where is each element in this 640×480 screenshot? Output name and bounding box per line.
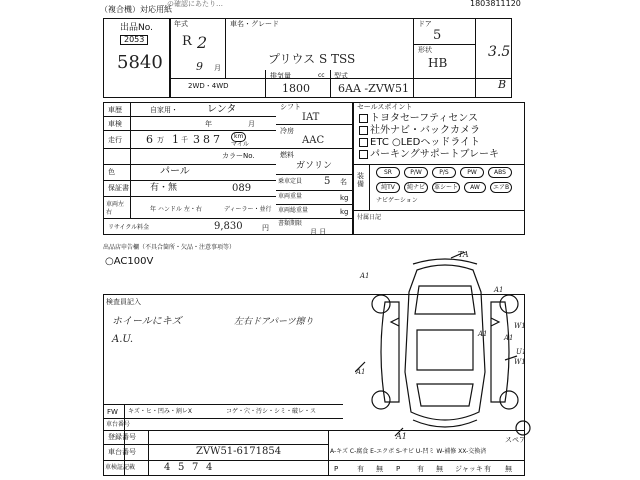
fw-items-2: コゲ・穴・汚シ・シミ・破レ・ス (226, 408, 317, 415)
color-value: パール (160, 166, 190, 177)
shaken-label: 車検 (108, 120, 122, 128)
equip-navi: 純ナビ (404, 182, 428, 193)
gross-weight-unit: kg (340, 208, 349, 216)
year-month-unit: 月 (214, 64, 221, 72)
displacement-value: 1800 (282, 82, 310, 95)
dealer-value: ディーラー・並行 (224, 206, 272, 213)
shape-value: HB (428, 56, 448, 70)
sales-point-2: 社外ナビ・バックカメラ (370, 125, 480, 136)
car-right-side (491, 302, 509, 402)
year-month: 9 (196, 60, 203, 73)
legend-cell: ジャッキ (455, 465, 483, 473)
mirror-left (391, 318, 399, 326)
lot-small-number: 2053 (120, 35, 148, 45)
displacement-label: 排気量 (270, 72, 291, 80)
doc-expiry-value: 月 日 (310, 228, 327, 236)
cert-digit: 5 (178, 462, 185, 473)
damage-mark: W1 (514, 322, 526, 330)
fw-items: キズ・ヒ・凹み・割レX (128, 408, 192, 415)
shift-value: IAT (302, 112, 320, 123)
weight-unit: kg (340, 194, 349, 202)
legend-line: A-キズ C-腐食 E-エクボ S-サビ U-凹ミ W-補修 XX-交換済 (330, 448, 487, 455)
doors-label: ドア (418, 20, 432, 28)
sales-point-4: パーキングサポートブレーキ (370, 149, 499, 160)
mount-label: 車台番号 (106, 421, 131, 428)
shift-label: シフト (280, 103, 301, 111)
capacity-label: 乗車定員 (278, 178, 303, 185)
equip-tv: 純TV (376, 182, 400, 193)
damage-mark: A1 (396, 432, 407, 441)
bumper-front (413, 259, 477, 264)
car-trunk (417, 384, 473, 406)
cert-digit: 4 (206, 462, 213, 473)
equip-abs: ABS (488, 167, 512, 178)
spare-label: スペア (505, 436, 526, 444)
displacement-unit: cc (318, 72, 325, 79)
equip-navigation: ナビゲーション (376, 197, 418, 204)
model-code-label: 型式 (334, 72, 348, 80)
aircon-label: 冷房 (280, 127, 294, 135)
inspector-label: 検査員記入 (106, 298, 141, 306)
damage-mark: A1 (356, 368, 366, 376)
history-prefix: 自家用・ (150, 106, 178, 114)
wheel-front-left (372, 295, 390, 313)
color-label: 色 (108, 168, 115, 176)
legend-cell: P (334, 465, 339, 473)
capacity-unit: 名 (340, 178, 347, 186)
damage-mark: A1 (504, 334, 514, 342)
legend-cell: 無 (436, 465, 443, 473)
header-top-fragment: …の確認にあたり… (160, 0, 223, 8)
chassis-label: 車台番号 (108, 448, 136, 456)
gross-weight-label: 車両総重量 (278, 207, 309, 214)
wheel-front-right (500, 295, 518, 313)
registration-label: 登録番号 (108, 433, 136, 441)
weight-label: 車両重量 (278, 193, 303, 200)
wheel-rear-left (372, 391, 390, 409)
equip-ps: P/S (432, 167, 456, 178)
year-year: 2 (197, 33, 208, 52)
history-label: 車歴 (108, 106, 122, 114)
equipment-label: 装備 (357, 172, 364, 188)
damage-mark: TA (458, 250, 469, 259)
car-damage-diagram (355, 252, 535, 442)
mileage-man-unit: 万 (157, 136, 164, 144)
warranty-value: 有・無 (150, 183, 178, 193)
sales-point-checkbox (359, 126, 368, 135)
mileage-man: 6 (146, 133, 153, 146)
lot-number: 5840 (117, 52, 163, 73)
warranty-label: 保証書 (108, 184, 129, 192)
legend-cell: 無 (505, 465, 512, 473)
sales-points-label: セールスポイント (357, 103, 413, 111)
accessories-label: 出品店申告欄（不具合箇所・欠品・注意事項等） (103, 244, 236, 251)
inspector-line-3: A.U. (112, 334, 134, 345)
equip-pw2: PW (460, 167, 484, 178)
year-label: 年式 (174, 20, 188, 28)
wheel-rear-right (500, 391, 518, 409)
car-roof (417, 330, 473, 370)
car-hood (415, 286, 475, 314)
capacity-value: 5 (324, 176, 331, 187)
lot-label: 出品No. (120, 23, 153, 33)
legend-cell: 有 (357, 465, 364, 473)
year-era: R (182, 34, 192, 49)
equip-aw: AW (464, 182, 486, 193)
color-code-label: カラーNo. (222, 152, 255, 160)
legend-cell: P (396, 465, 401, 473)
equip-airbag: エアB (490, 182, 512, 193)
inspector-line-2: 左右ドアパーツ擦り (234, 317, 314, 327)
doc-expiry-label: 書類期限 (278, 220, 303, 227)
model-code-value: 6AA -ZVW51 (338, 82, 409, 95)
shaken-month-unit: 月 (248, 120, 255, 128)
shape-label: 形状 (418, 46, 432, 54)
shaken-year-unit: 年 (205, 120, 212, 128)
color-code-value: 089 (232, 183, 252, 194)
handle-label: 車両左右 (106, 201, 125, 216)
spare-tire (516, 421, 530, 435)
damage-mark: A1 (360, 272, 370, 280)
legend-cell: 無 (376, 465, 383, 473)
sales-point-checkbox (359, 138, 368, 147)
damage-mark: W1 (514, 358, 526, 366)
sales-point-3: ETC ○LEDヘッドライト (370, 137, 481, 148)
equip-leather: 革シート (433, 184, 458, 191)
header-top-number: 1803811120 (470, 0, 521, 8)
mileage-rest: 387 (193, 133, 223, 146)
chassis-value: ZVW51-6171854 (196, 446, 282, 457)
mileage-sen: 1 (172, 133, 179, 146)
sales-point-checkbox (359, 114, 368, 123)
history-value: レンタ (207, 104, 237, 115)
car-left-side (381, 302, 399, 402)
cert-digit: 4 (164, 462, 171, 473)
fuel-value: ガソリン (296, 161, 333, 171)
accessories-value: ○AC100V (105, 256, 154, 267)
fw-label: FW (107, 408, 118, 416)
model-name: プリウス S TSS (268, 52, 356, 66)
mileage-unit-km: km (231, 132, 246, 142)
mileage-unit-mile: マイル (231, 141, 249, 148)
equip-sr: SR (376, 167, 400, 178)
mileage-sen-unit: 千 (181, 136, 188, 144)
drive-label: 2WD・4WD (188, 82, 229, 90)
recycle-value: 9,830 (214, 221, 243, 232)
sales-point-1: トヨタセーフティセンス (370, 113, 478, 124)
grade-score-top: 3.5 (488, 44, 511, 60)
legend-cell: 有 (484, 465, 491, 473)
grade-score-bottom: B (498, 78, 507, 91)
damage-mark: A1 (494, 286, 504, 294)
options-label: 付属日記 (357, 214, 382, 221)
mileage-label: 走行 (108, 136, 122, 144)
aircon-value: AAC (302, 135, 325, 146)
damage-mark: A1 (478, 330, 488, 338)
bumper-rear (413, 420, 477, 427)
inspector-line-1: ホイールにキズ (112, 316, 182, 327)
damage-mark: U1 (516, 348, 527, 356)
fuel-label: 燃料 (280, 151, 294, 159)
doors-value: 5 (433, 28, 442, 43)
form-type-label: （複合機）対応用紙 (100, 5, 172, 14)
sales-point-checkbox (359, 150, 368, 159)
legend-cell: 有 (417, 465, 424, 473)
cert-label: 車検証記載 (105, 464, 136, 471)
recycle-label: リサイクル料金 (108, 224, 150, 231)
recycle-unit: 円 (262, 224, 269, 232)
equip-pw: P/W (404, 167, 428, 178)
mirror-right (491, 318, 499, 326)
model-label: 車名・グレード (230, 20, 279, 28)
handle-value: 年 ハンドル 左・右 (150, 206, 202, 213)
cert-digit: 7 (192, 462, 199, 473)
